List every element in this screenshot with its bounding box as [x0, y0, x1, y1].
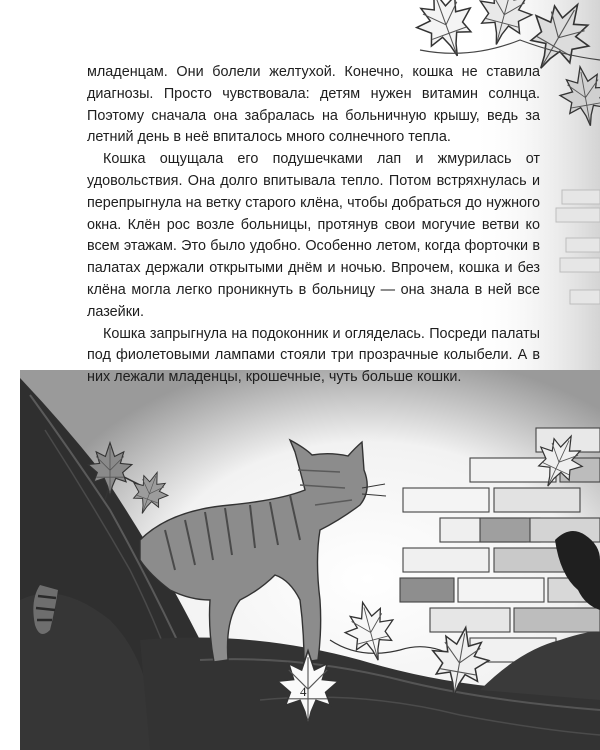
story-paragraph-3: Кошка запрыгнула на подоконник и огляделась. Посреди палаты под фиолетовыми лампами стояли три прозрачные колыбели. А в них лежали младенцы, крошечные, чуть больше кошки. — [87, 325, 540, 386]
story-paragraph-2: Кошка ощущала его подушечками лап и жмурилась от удовольствия. Она долго впитывала тепло. Потом встряхнулась и перепрыгнула на ветку старого клёна, чтобы добраться до нужного окна. Клён рос возле больницы, протянув свои могучие ветви ко всем этажам. Это было удобно. Особенно летом, когда форточки в палатах держали открытыми днём и ночью. Впрочем, кошка и без клёна могла легко проникнуть в больницу — она знала в ней все лазейки. — [87, 151, 540, 320]
page-number: 4 — [300, 684, 307, 699]
story-text — [87, 62, 540, 389]
story-paragraph-1: младенцам. Они болели желтухой. Конечно, кошка не ставила диагнозы. Просто чувствовала: детям нужен витамин солнца. Поэтому сначала она забралась на больничную крышу, ведь за летний день в неё впиталось много солнечного тепла. — [87, 64, 540, 146]
